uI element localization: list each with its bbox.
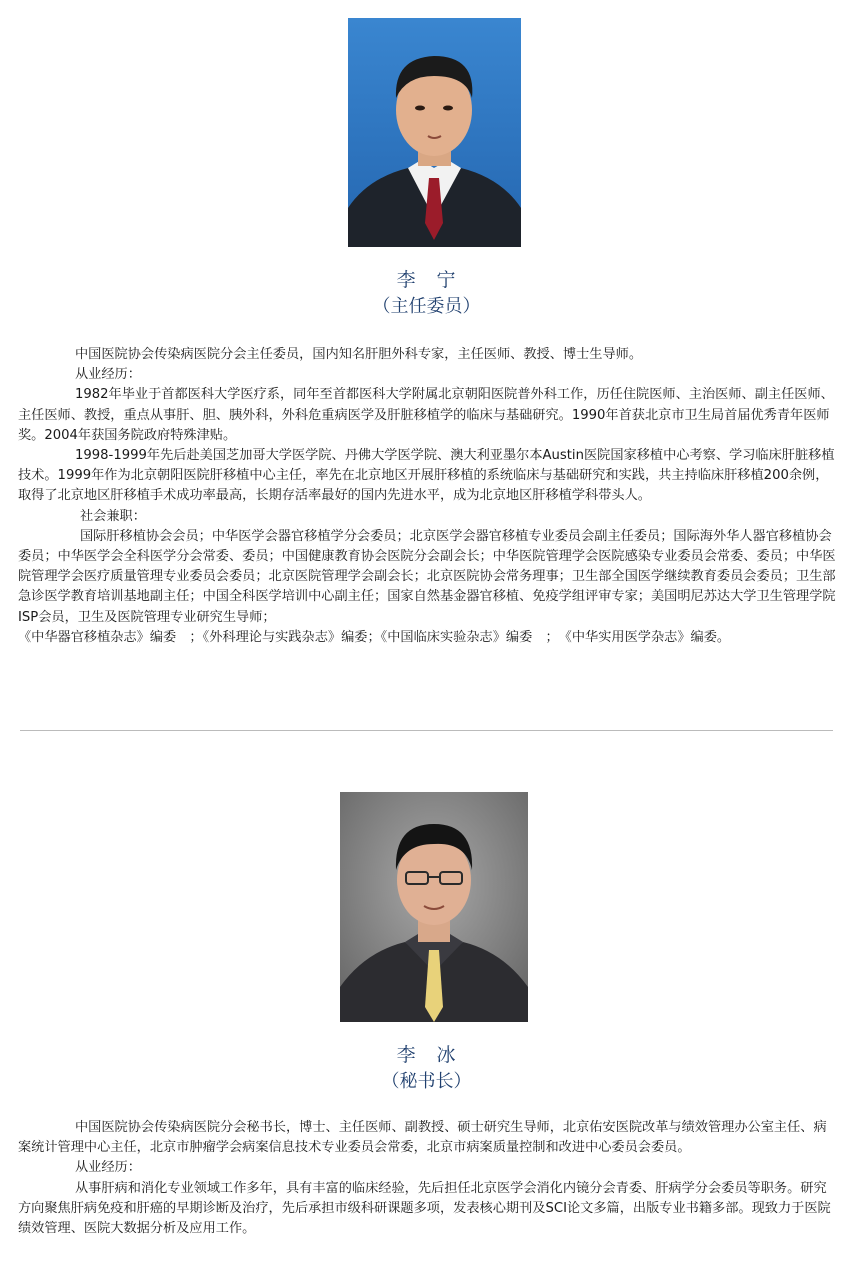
profile-role: （秘书长） [381,1071,472,1092]
career-heading: 从业经历： [75,1160,141,1176]
social-paragraph: 《中华器官移植杂志》编委 ；《外科理论与实践杂志》编委；《中国临床实验杂志》编委 ； 《中华实用医学杂志》编委。 [18,629,731,645]
portrait-photo-li-bing [340,792,528,1022]
career-paragraph: 1982年毕业于首都医科大学医疗系，同年至首都医科大学附属北京朝阳医院普外科工作，历任住院医师、主治医师、副主任医师、主任医师、教授，重点从事肝、胆、胰外科，外科危重病医学及肝脏移植学的临床与基础研究。1990年首获北京市卫生局首届优秀青年医师奖。2004年获国务院政府特殊津贴。 [18,387,834,443]
portrait-photo-li-ning [348,18,521,247]
bio-intro: 中国医院协会传染病医院分会秘书长，博士、主任医师、副教授、硕士研究生导师，北京佑安医院改革与绩效管理办公室主任、病案统计管理中心主任，北京市肿瘤学会病案信息技术专业委员会常委，北京市病案质量控制和改进中心委员会委员。 [18,1120,827,1156]
career-paragraph: 1998-1999年先后赴美国芝加哥大学医学院、丹佛大学医学院、澳大利亚墨尔本Austin医院国家移植中心考察、学习临床肝脏移植技术。1999年作为北京朝阳医院肝移植中心主任，率先在北京地区开展肝移植的系统临床与基础研究和实践，共主持临床肝移植200余例，取得了北京地区肝移植手术成功率最高，长期存活率最好的国内先进水平，成为北京地区肝移植学科带头人。 [18,448,835,504]
bio-intro: 中国医院协会传染病医院分会主任委员，国内知名肝胆外科专家，主任医师、教授、博士生导师。 [75,347,643,362]
career-heading: 从业经历： [75,367,141,383]
profile-name: 李 冰 [396,1044,457,1066]
profile-name: 李 宁 [396,269,457,291]
profile-bio [18,345,836,648]
career-paragraph: 从事肝病和消化专业领域工作多年，具有丰富的临床经验，先后担任北京医学会消化内镜分会青委、肝病学分会委员等职务。研究方向聚焦肝病免疫和肝癌的早期诊断及治疗，先后承担市级科研课题多项，发表核心期刊及SCI论文多篇，出版专业书籍多部。现致力于医院绩效管理、医院大数据分析及应用工作。 [18,1180,831,1237]
profile-bio [18,1118,836,1239]
profile-role: （主任委员） [372,296,481,317]
social-paragraph: 国际肝移植协会会员；中华医学会器官移植学分会委员；北京医学会器官移植专业委员会副主任委员；国际海外华人器官移植协会委员；中华医学会全科医学分会常委、委员；中国健康教育协会医院分会副会长；中华医院管理学会医院感染专业委员会常委、委员；中华医院管理学会医疗质量管理专业委员会委员；北京医院管理学会副会长；北京医院协会常务理事；卫生部全国医学继续教育委员会委员；卫生部急诊医学教育培训基地副主任；中国全科医学培训中心副主任；国家自然基金器官移植、免疫学组评审专家；美国明尼苏达大学卫生管理学院ISP会员，卫生及医院管理专业研究生导师； [18,528,836,625]
section-divider [20,730,833,731]
social-heading: 社会兼职： [80,508,146,524]
